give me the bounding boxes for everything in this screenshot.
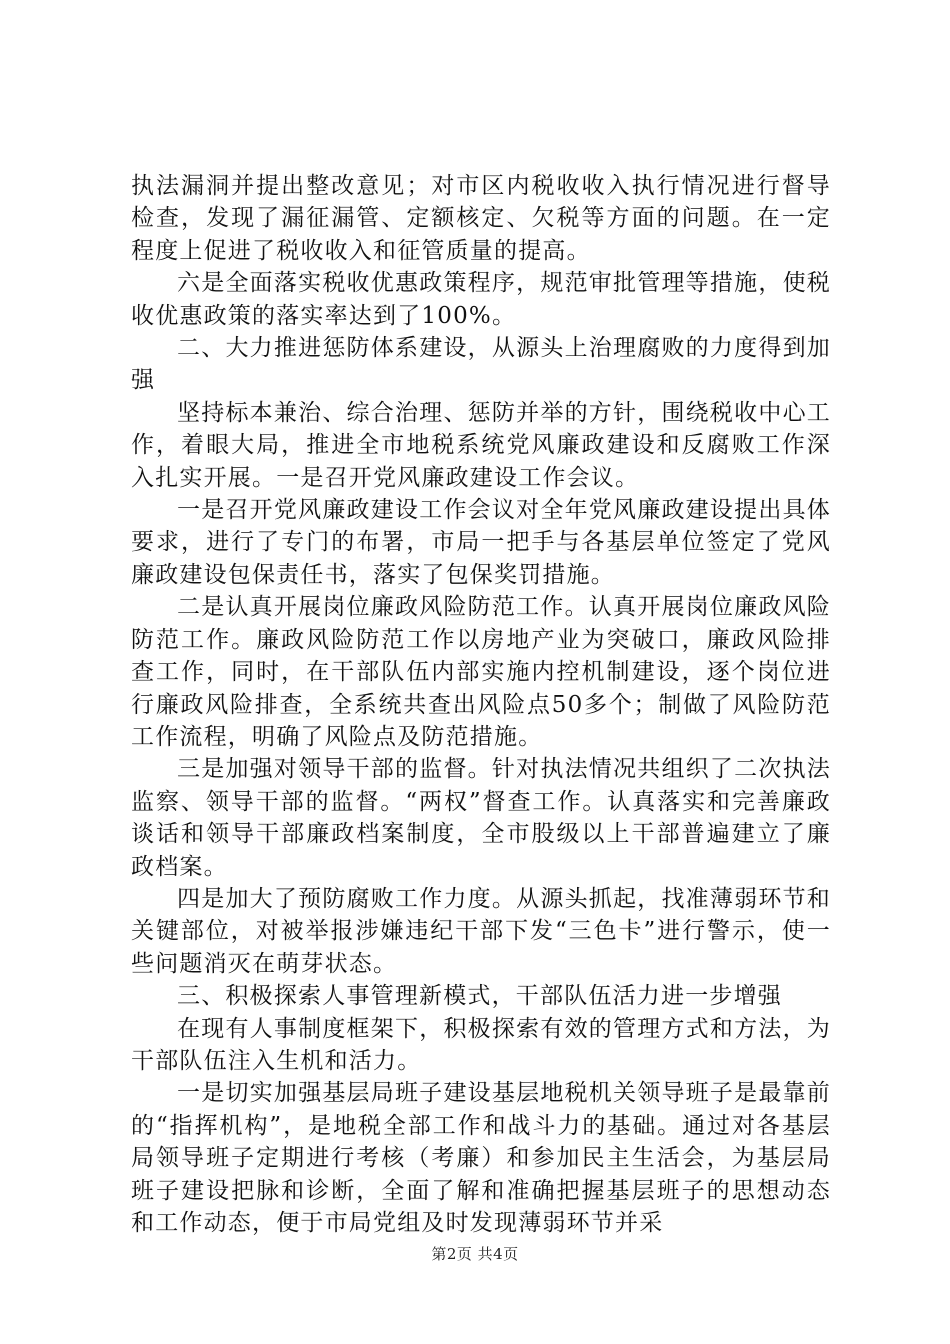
paragraph-item-two: 二是认真开展岗位廉政风险防范工作。认真开展岗位廉政风险防范工作。廉政风险防范工作以房地产业为突破口，廉政风险排查工作，同时，在干部队伍内部实施内控机制建设，逐个岗位进行廉政风险排查，全系统共查出风险点50多个；制做了风险防范工作流程，明确了风险点及防范措施。 <box>131 594 831 750</box>
paragraph-item-one-leadership: 一是切实加强基层局班子建设基层地税机关领导班子是最靠前的“指挥机构”，是地税全部工作和战斗力的基础。通过对各基层局领导班子定期进行考核（考廉）和参加民主生活会，为基层局班子建设把脉和诊断，全面了解和准确把握基层班子的思想动态和工作动态，便于市局党组及时发现薄弱环节并采 <box>131 1080 831 1236</box>
paragraph-item-one: 一是召开党风廉政建设工作会议对全年党风廉政建设提出具体要求，进行了专门的布署，市局一把手与各基层单位签定了党风廉政建设包保责任书，落实了包保奖罚措施。 <box>131 497 831 588</box>
paragraph-item-four: 四是加大了预防腐败工作力度。从源头抓起，找准薄弱环节和关键部位，对被举报涉嫌违纪干部下发“三色卡”进行警示，使一些问题消灭在萌芽状态。 <box>131 885 831 977</box>
paragraph-framework: 在现有人事制度框架下，积极探索有效的管理方式和方法，为干部队伍注入生机和活力。 <box>131 1015 831 1074</box>
paragraph-item-six: 六是全面落实税收优惠政策程序，规范审批管理等措施，使税收优惠政策的落实率达到了100%。 <box>131 270 831 329</box>
section-heading-3: 三、积极探索人事管理新模式，干部队伍活力进一步增强 <box>177 983 782 1010</box>
section-heading-2: 二、大力推进惩防体系建设，从源头上治理腐败的力度得到加强 <box>131 335 831 394</box>
document-body <box>131 170 831 1239</box>
page-number-footer: 第2页 共4页 <box>431 1245 519 1263</box>
paragraph-item-three: 三是加强对领导干部的监督。针对执法情况共组织了二次执法监察、领导干部的监督。“两权”督查工作。认真落实和完善廉政谈话和领导干部廉政档案制度，全市股级以上干部普遍建立了廉政档案。 <box>131 756 831 880</box>
paragraph-policy: 坚持标本兼治、综合治理、惩防并举的方针，围绕税收中心工作，着眼大局，推进全市地税系统党风廉政建设和反腐败工作深入扎实开展。一是召开党风廉政建设工作会议。 <box>131 399 831 491</box>
paragraph-continuation: 执法漏洞并提出整改意见；对市区内税收收入执行情况进行督导检查，发现了漏征漏管、定额核定、欠税等方面的问题。在一定程度上促进了税收收入和征管质量的提高。 <box>131 173 831 264</box>
